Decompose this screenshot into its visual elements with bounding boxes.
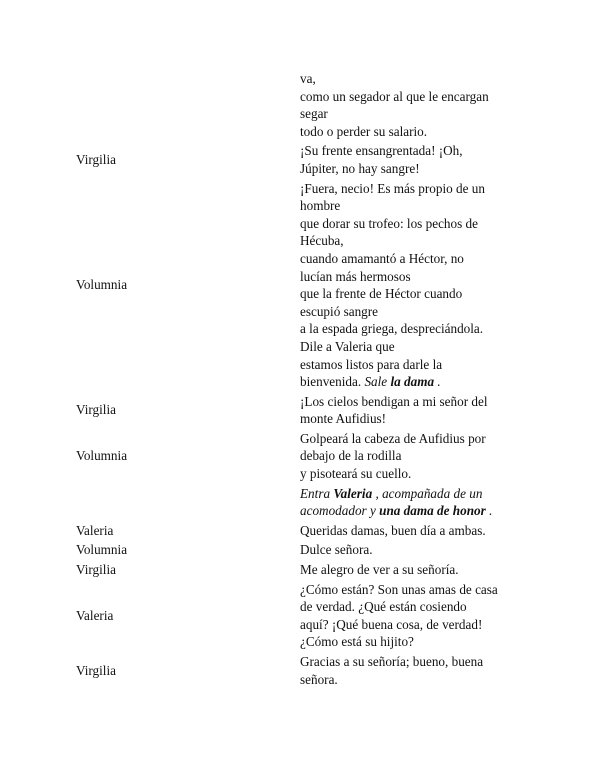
stage-direction-character: la dama bbox=[390, 374, 435, 390]
stage-direction-character: una dama de honor bbox=[379, 503, 486, 519]
speech-text bbox=[300, 142, 536, 177]
speaker-name: Volumnia bbox=[76, 448, 128, 464]
dialogue-row bbox=[76, 522, 536, 540]
speaker-name: Valeria bbox=[76, 522, 114, 538]
speech-line: ¿Cómo está su hijito? bbox=[300, 634, 414, 650]
speech-line: hombre bbox=[300, 198, 341, 214]
speech-line: Dulce señora. bbox=[300, 542, 373, 558]
speech-line: y pisoteará su cuello. bbox=[300, 466, 412, 482]
speech-line: ¿Cómo están? Son unas amas de casa bbox=[300, 581, 498, 597]
dialogue-row bbox=[76, 581, 536, 651]
dialogue-row bbox=[76, 430, 536, 483]
speech-line: Me alegro de ver a su señoría. bbox=[300, 562, 459, 578]
speaker-name: Volumnia bbox=[76, 277, 128, 293]
speaker-name: Valeria bbox=[76, 608, 114, 624]
stage-direction-text: , acompañada de un bbox=[372, 485, 483, 501]
dialogue-row bbox=[76, 180, 536, 391]
stage-direction bbox=[300, 485, 536, 520]
stage-direction-row bbox=[76, 485, 536, 520]
speech-line: va, bbox=[300, 71, 316, 86]
speaker-name: Virgilia bbox=[76, 662, 116, 678]
stage-direction bbox=[364, 374, 440, 389]
speech-text bbox=[300, 653, 536, 688]
speech-text bbox=[300, 180, 536, 391]
speech-text bbox=[300, 430, 536, 483]
stage-direction-end: . bbox=[434, 374, 441, 390]
speech-line: Queridas damas, buen día a ambas. bbox=[300, 522, 486, 538]
speech-text bbox=[300, 541, 536, 559]
speech-line: escupió sangre bbox=[300, 303, 378, 319]
speaker-name: Virgilia bbox=[76, 562, 116, 578]
speech-line: segar bbox=[300, 106, 328, 122]
dialogue-row bbox=[76, 653, 536, 688]
speech-line: debajo de la rodilla bbox=[300, 448, 402, 464]
speech-line: aquí? ¡Qué buena cosa, de verdad! bbox=[300, 616, 483, 632]
script-table bbox=[76, 70, 536, 688]
speech-line: Golpeará la cabeza de Aufidius por bbox=[300, 430, 486, 446]
speech-line: de verdad. ¿Qué están cosiendo bbox=[300, 599, 467, 615]
speech-line: señora. bbox=[300, 671, 338, 687]
speech-text bbox=[300, 70, 536, 140]
speech-line: a la espada griega, despreciándola. bbox=[300, 321, 484, 337]
stage-direction-text: Sale bbox=[364, 374, 391, 390]
stage-direction-end: . bbox=[485, 503, 493, 519]
speech-line: como un segador al que le encargan bbox=[300, 88, 489, 104]
dialogue-row bbox=[76, 70, 536, 140]
dialogue-row bbox=[76, 142, 536, 177]
speech-line: cuando amamantó a Héctor, no bbox=[300, 250, 464, 266]
speech-line: monte Aufidius! bbox=[300, 411, 387, 427]
stage-direction-character: Valeria bbox=[333, 485, 373, 501]
dialogue-row bbox=[76, 541, 536, 559]
speech-line: Gracias a su señoría; bueno, buena bbox=[300, 654, 484, 669]
speech-text bbox=[300, 561, 536, 579]
stage-direction-text: acomodador y bbox=[300, 503, 380, 519]
speaker-name bbox=[76, 70, 300, 140]
speech-line: estamos listos para darle la bbox=[300, 356, 443, 372]
speech-line: todo o perder su salario. bbox=[300, 123, 428, 139]
speech-line: ¡Los cielos bendigan a mi señor del bbox=[300, 393, 488, 409]
speech-text bbox=[300, 581, 536, 651]
dialogue-row bbox=[76, 393, 536, 428]
dialogue-row bbox=[76, 561, 536, 579]
speech-line: que dorar su trofeo: los pechos de bbox=[300, 215, 478, 231]
speaker-name: Virgilia bbox=[76, 402, 116, 418]
speech-text bbox=[300, 522, 536, 540]
speech-line: Hécuba, bbox=[300, 233, 344, 249]
speaker-name: Volumnia bbox=[76, 542, 128, 558]
speech-line: lucían más hermosos bbox=[300, 268, 411, 284]
speaker-name: Virgilia bbox=[76, 152, 116, 168]
speech-line: Dile a Valeria que bbox=[300, 338, 395, 354]
stage-direction-text: Entra bbox=[300, 485, 334, 501]
speech-line: Júpiter, no hay sangre! bbox=[300, 160, 420, 176]
speech-line-with-direction bbox=[300, 373, 536, 391]
speech-line: ¡Fuera, necio! Es más propio de un bbox=[300, 180, 485, 196]
speech-line: que la frente de Héctor cuando bbox=[300, 286, 463, 302]
speech-fragment: bienvenida. bbox=[300, 374, 365, 390]
speaker-name bbox=[76, 485, 300, 520]
speech-text bbox=[300, 393, 536, 428]
speech-line: ¡Su frente ensangrentada! ¡Oh, bbox=[300, 143, 463, 159]
